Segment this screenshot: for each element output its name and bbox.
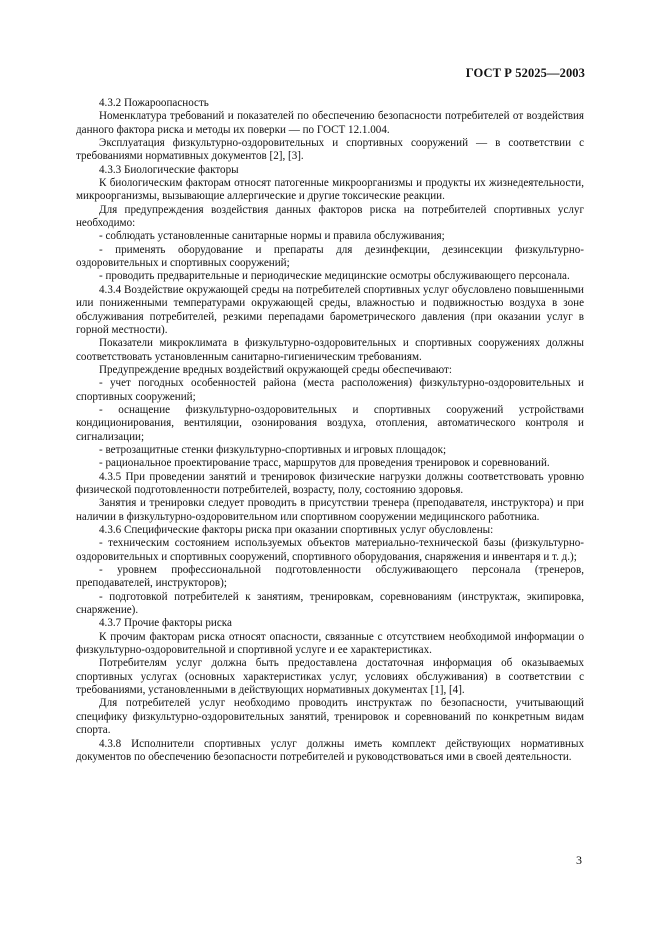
paragraph: 4.3.2 Пожароопасность <box>99 97 209 109</box>
document-header: ГОСТ Р 52025—2003 <box>465 66 585 80</box>
paragraph: - оснащение физкультурно-оздоровительных и спортивных сооружений устройствами кондиционирования, вентиляции, озонирования воздуха, отопления, автоматического контроля и сигнализации; <box>76 403 584 443</box>
paragraph: - рациональное проектирование трасс, маршрутов для проведения тренировок и соревнований. <box>99 457 550 470</box>
paragraph: Для потребителей услуг необходимо проводить инструктаж по безопасности, учитывающий специфику физкультурно-оздоровительных занятий, тренировок и соревнований по конкретным видам спорта. <box>76 697 584 737</box>
paragraph: Номенклатура требований и показателей по обеспечению безопасности потребителей от воздействия данного фактора риска и методы их поверки — по ГОСТ 12.1.004. <box>76 110 584 136</box>
paragraph: - применять оборудование и препараты для дезинфекции, дезинсекции физкультурно-оздоровительных и спортивных сооружений; <box>76 243 584 270</box>
paragraph: - техническим состоянием используемых объектов материально-технической базы (физкультурно-оздоровительных и спортивных сооружений, спортивного оборудования, снаряжения и инвентаря и т. д.); <box>76 537 584 563</box>
paragraph: - уровнем профессиональной подготовленности обслуживающего персонала (тренеров, преподавателей, инструкторов); <box>76 564 584 590</box>
paragraph: 4.3.7 Прочие факторы риска <box>99 617 232 630</box>
paragraph: - подготовкой потребителей к занятиям, тренировкам, соревнованиям (инструктаж, экипировка, снаряжение). <box>76 590 584 617</box>
document-body <box>76 97 584 764</box>
paragraph: 4.3.4 Воздействие окружающей среды на потребителей спортивных услуг обусловлено повышенными или пониженными температурами окружающей среды, влажностью и подвижностью воздуха в зоне обслуживания потребителей, резкими перепадами барометрического давления (при оказании услуг в горной местности). <box>76 283 584 336</box>
paragraph: 4.3.5 При проведении занятий и тренировок физические нагрузки должны соответствовать уровню физической подготовленности потребителей, возрасту, полу, состоянию здоровья. <box>76 470 584 496</box>
paragraph: Эксплуатация физкультурно-оздоровительных и спортивных сооружений — в соответствии с требованиями нормативных документов [2], [3]. <box>76 137 584 163</box>
paragraph: - ветрозащитные стенки физкультурно-спортивных и игровых площадок; <box>99 443 447 456</box>
paragraph: Показатели микроклимата в физкультурно-оздоровительных и спортивных сооружениях должны соответствовать установленным санитарно-гигиеническим требованиям. <box>76 337 584 363</box>
paragraph: 4.3.3 Биологические факторы <box>99 163 239 176</box>
paragraph: 4.3.6 Специфические факторы риска при оказании спортивных услуг обусловлены: <box>99 524 494 536</box>
paragraph: Предупреждение вредных воздействий окружающей среды обеспечивают: <box>99 363 452 376</box>
paragraph: - соблюдать установленные санитарные нормы и правила обслуживания; <box>99 230 445 243</box>
paragraph: Занятия и тренировки следует проводить в присутствии тренера (преподавателя, инструктора) и при наличии в физкультурно-оздоровительном или спортивном сооружении медицинского работника. <box>76 497 584 523</box>
paragraph: Потребителям услуг должна быть предоставлена достаточная информация об оказываемых спортивных услугах (основных характеристиках услуг, условиях обслуживания) в соответствии с требованиями, установленными в действующих нормативных документах [1], [4]. <box>76 657 584 697</box>
page-number: 3 <box>576 853 582 867</box>
paragraph: 4.3.8 Исполнители спортивных услуг должны иметь комплект действующих нормативных документов по обеспечению безопасности потребителей и руководствоваться ими в своей деятельности. <box>76 737 584 763</box>
paragraph: Для предупреждения воздействия данных факторов риска на потребителей спортивных услуг необходимо: <box>76 203 584 230</box>
paragraph: - учет погодных особенностей района (места расположения) физкультурно-оздоровительных и спортивных сооружений; <box>76 377 584 403</box>
paragraph: К прочим факторам риска относят опасности, связанные с отсутствием необходимой информации о физкультурно-оздоровительной и спортивной услуге и ее характеристиках. <box>76 630 584 657</box>
paragraph: - проводить предварительные и периодические медицинские осмотры обслуживающего персонала. <box>99 270 570 283</box>
paragraph: К биологическим факторам относят патогенные микроорганизмы и продукты их жизнедеятельности, микроорганизмы, вызывающие аллергические и другие токсические реакции. <box>76 177 584 203</box>
